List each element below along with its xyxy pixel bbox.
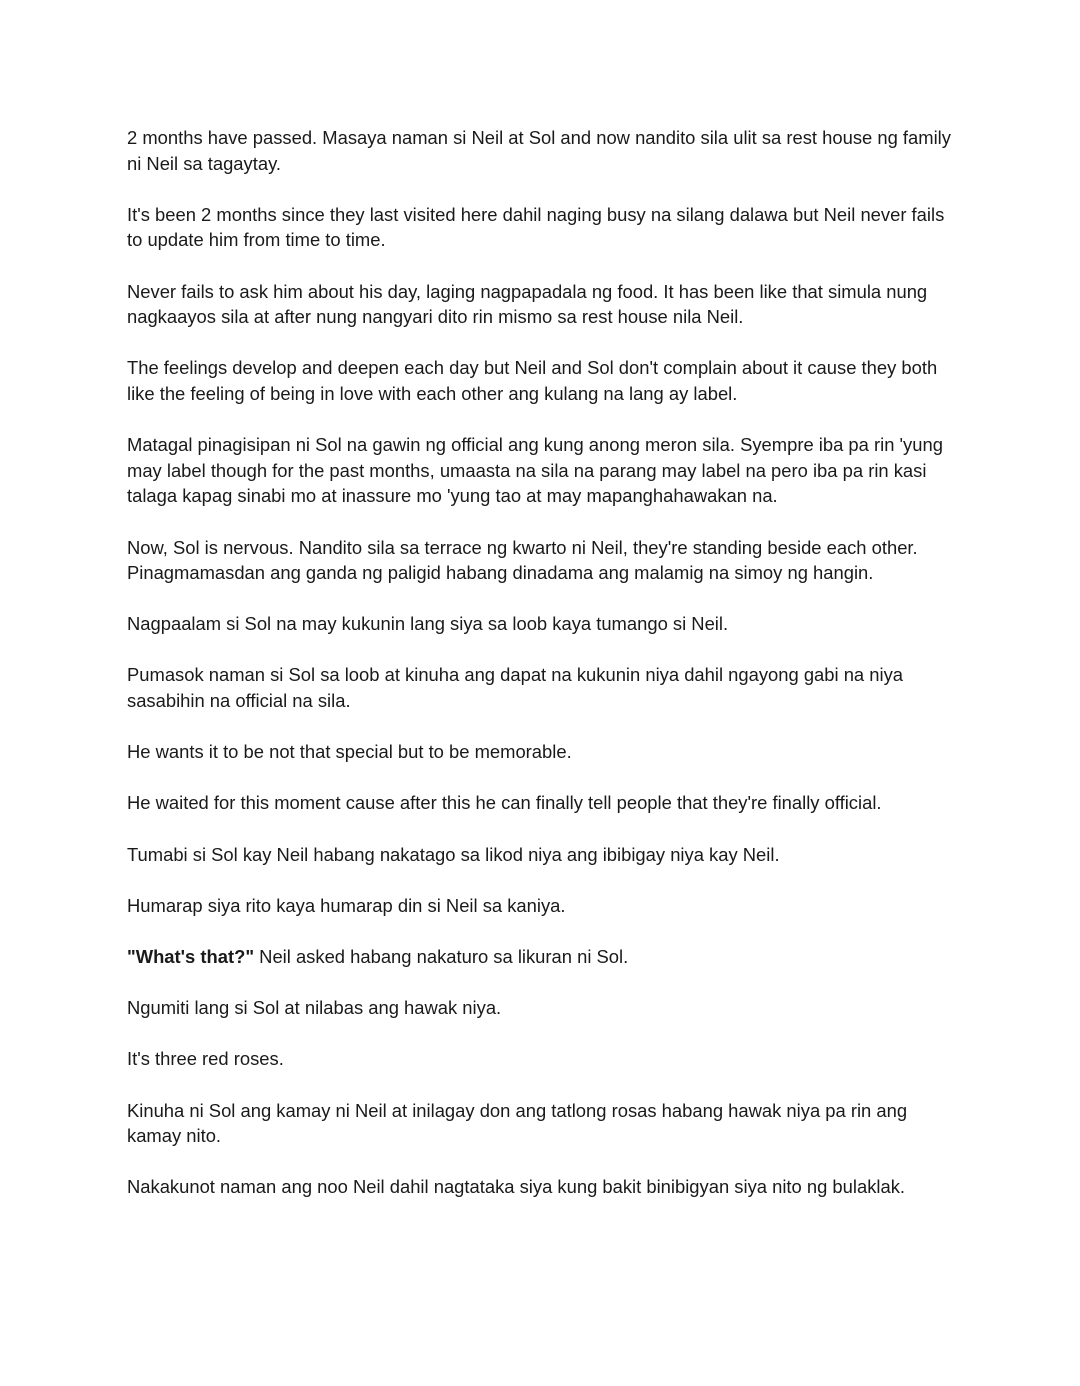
paragraph: 2 months have passed. Masaya naman si Neil at Sol and now nandito sila ulit sa rest house ng family ni Neil sa tagaytay. [127,127,951,174]
paragraph: Nagpaalam si Sol na may kukunin lang siya sa loob kaya tumango si Neil. [127,613,729,635]
dialogue-narration: Neil asked habang nakaturo sa likuran ni Sol. [254,946,629,967]
dialogue-paragraph [127,944,957,970]
paragraph: The feelings develop and deepen each day but Neil and Sol don't complain about it cause they both like the feeling of being in love with each other ang kulang na lang ay label. [127,357,938,404]
paragraph: Now, Sol is nervous. Nandito sila sa terrace ng kwarto ni Neil, they're standing beside each other. Pinagmamasdan ang ganda ng paligid habang dinadama ang malamig na simoy ng hangin. [127,536,918,584]
paragraph: He wants it to be not that special but to be memorable. [127,741,572,763]
paragraph: Kinuha ni Sol ang kamay ni Neil at inilagay don ang tatlong rosas habang hawak niya pa rin ang kamay nito. [127,1099,908,1147]
paragraph: Tumabi si Sol kay Neil habang nakatago sa likod niya ang ibibigay niya kay Neil. [127,843,780,865]
paragraph: Never fails to ask him about his day, laging nagpapadala ng food. It has been like that simula nung nagkaayos sila at after nung nangyari dito rin mismo sa rest house nila Neil. [127,280,928,328]
paragraph: Ngumiti lang si Sol at nilabas ang hawak niya. [127,997,502,1019]
paragraph: Nakakunot naman ang noo Neil dahil nagtataka siya kung bakit binibigyan siya nito ng bulaklak. [127,1176,906,1198]
paragraph: Matagal pinagisipan ni Sol na gawin ng official ang kung anong meron sila. Syempre iba pa rin 'yung may label though for the past months, umaasta na sila na parang may label na pero iba pa rin kasi talaga kapag sinabi mo at inassure mo 'yung tao at may mapanghahawakan na. [127,434,943,507]
paragraph: It's three red roses. [127,1048,284,1070]
paragraph: Pumasok naman si Sol sa loob at kinuha ang dapat na kukunin niya dahil ngayong gabi na niya sasabihin na official na sila. [127,664,904,712]
document-page [127,125,957,1226]
dialogue-quote: "What's that?" [127,946,255,967]
paragraph: It's been 2 months since they last visited here dahil naging busy na silang dalawa but Neil never fails to update him from time to time. [127,203,945,251]
paragraph: Humarap siya rito kaya humarap din si Neil sa kaniya. [127,894,566,916]
paragraph: He waited for this moment cause after this he can finally tell people that they're finally official. [127,792,882,814]
